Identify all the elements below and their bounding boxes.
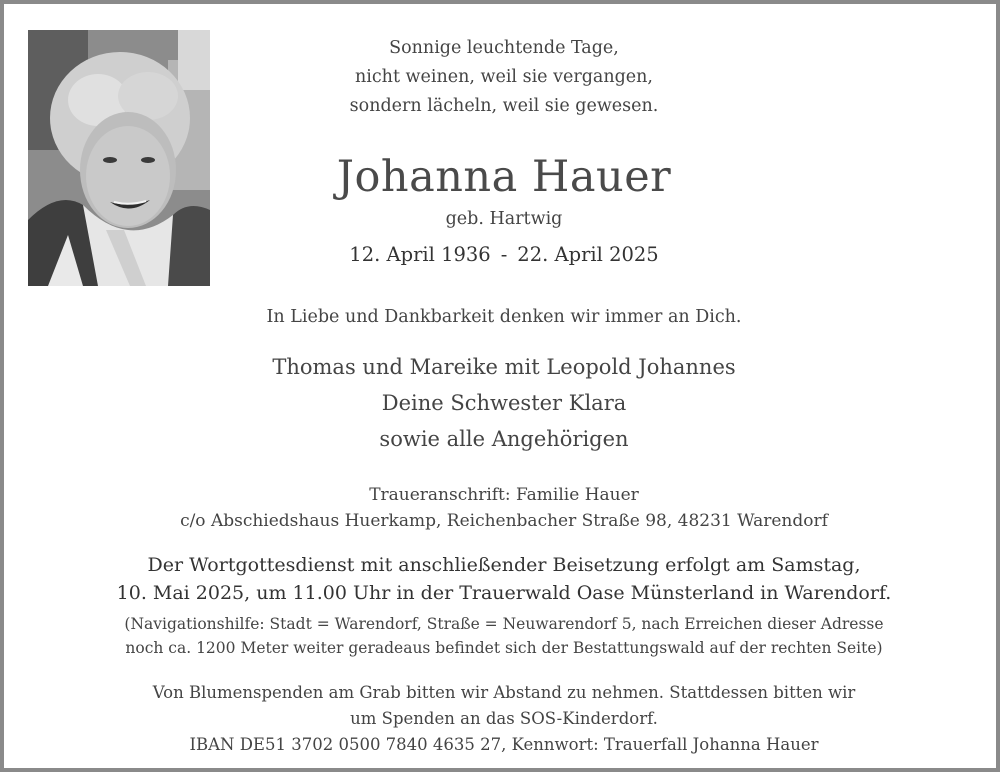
navigation-line: noch ca. 1200 Meter weiter geradeaus befindet sich der Bestattungswald auf der rechten Seite) (125, 639, 883, 657)
mourner-line: sowie alle Angehörigen (379, 427, 629, 451)
motto-line: Sonnige leuchtende Tage, (389, 38, 619, 58)
motto-line: sondern lächeln, weil sie gewesen. (349, 96, 659, 116)
death-date: 22. April 2025 (517, 243, 659, 266)
mourner-line: Thomas und Mareike mit Leopold Johannes (272, 355, 736, 379)
mourner-line: Deine Schwester Klara (381, 391, 627, 415)
tribute-line: In Liebe und Dankbarkeit denken wir immer an Dich. (266, 307, 742, 327)
mourning-address (4, 482, 1000, 534)
birth-date: 12. April 1936 (349, 243, 491, 266)
donation-line: um Spenden an das SOS-Kinderdorf. (350, 709, 658, 728)
date-separator: - (500, 243, 508, 266)
service-line: 10. Mai 2025, um 11.00 Uhr in der Trauerwald Oase Münsterland in Warendorf. (116, 582, 892, 604)
address-line: Traueranschrift: Familie Hauer (369, 485, 639, 505)
deceased-name: Johanna Hauer (336, 152, 672, 202)
motto-line: nicht weinen, weil sie vergangen, (355, 67, 653, 87)
life-dates (4, 240, 1000, 270)
mourners-list (4, 349, 1000, 457)
funeral-service-info (4, 551, 1000, 607)
donation-line: Von Blumenspenden am Grab bitten wir Abstand zu nehmen. Stattdessen bitten wir (152, 683, 856, 702)
donation-request (4, 680, 1000, 758)
address-line: c/o Abschiedshaus Huerkamp, Reichenbacher Straße 98, 48231 Warendorf (180, 511, 828, 531)
navigation-hint (4, 612, 1000, 660)
navigation-line: (Navigationshilfe: Stadt = Warendorf, Straße = Neuwarendorf 5, nach Erreichen dieser Adresse (124, 615, 884, 633)
service-line: Der Wortgottesdienst mit anschließender Beisetzung erfolgt am Samstag, (147, 554, 861, 576)
donation-line: IBAN DE51 3702 0500 7840 4635 27, Kennwort: Trauerfall Johanna Hauer (189, 735, 819, 754)
motto-verse (4, 34, 1000, 121)
born-name: geb. Hartwig (445, 209, 563, 229)
